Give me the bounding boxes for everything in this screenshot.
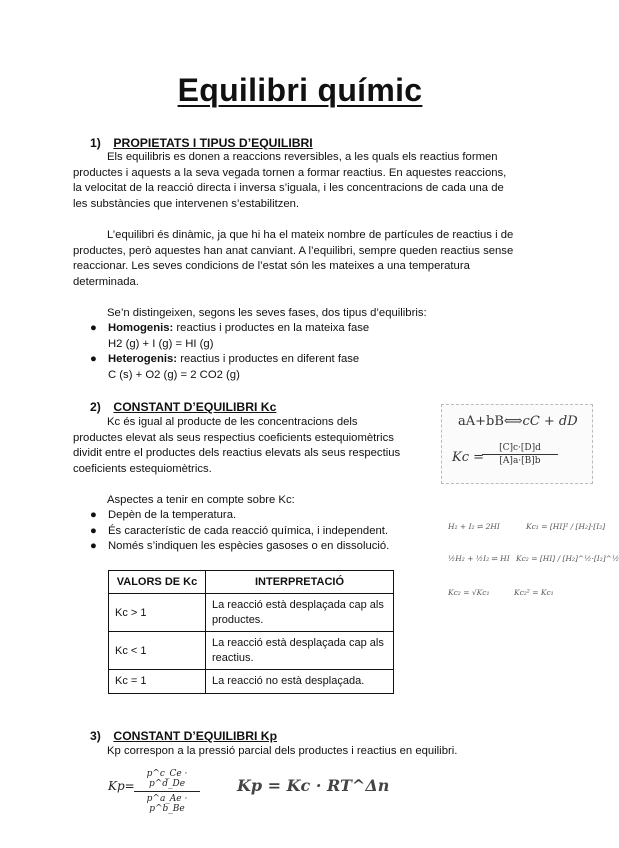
section-2-title: CONSTANT D’EQUILIBRI Kc: [113, 400, 277, 414]
bullet-example: C (s) + O2 (g) = 2 CO2 (g): [108, 368, 240, 381]
section-2-heading: [90, 400, 276, 414]
bullet-text: reactius i productes en la mateixa fase: [173, 322, 370, 334]
bullet-text: És característic de cada reacció química, i independent.: [108, 524, 389, 537]
bullet-term: Heterogenis:: [108, 353, 178, 366]
section-2-paragraph-1: Kc és igual al producte de les concentracions dels productes elevat als seus respectius coeficients estequiomètrics dividit entre el productes dels reactius elevats als seus respectius coeficients estequiomètrics.: [73, 416, 401, 475]
reaction-lhs: aA+bB: [458, 414, 504, 429]
bullet-icon: ●: [90, 353, 97, 366]
side-reaction-1: H₂ + I₂ ⇌ 2HI: [448, 522, 500, 531]
table-cell: Kc = 1: [109, 670, 206, 694]
reaction-rhs: cC + dD: [522, 414, 578, 429]
bullet-text: Només s’indiquen les espècies gasoses o en dissolució.: [108, 540, 390, 553]
phase-types-list: [90, 321, 369, 383]
section-1-paragraph-3: Se’n distingeixen, segons les seves fases, dos tipus d’equilibris:: [107, 306, 427, 319]
bullet-icon: ●: [90, 322, 97, 334]
kc-label: Kc =: [452, 450, 485, 465]
kp-denominator: p^a_Ae · p^b_Be: [146, 794, 188, 814]
table-cell: Kc > 1: [109, 594, 206, 632]
table-row: [109, 632, 394, 670]
kp-label: Kp=: [108, 779, 135, 793]
kc-fraction: [482, 443, 558, 466]
side-relation-1: Kc₂ = √Kc₁: [448, 588, 490, 597]
section-3-number: 3): [90, 729, 101, 743]
kc-denominator: [A]a·[B]b: [499, 456, 541, 466]
bullet-icon: ●: [90, 509, 97, 521]
reaction-equation: [458, 414, 578, 429]
kp-kc-relation: Kp = Kc · RT^Δn: [237, 776, 390, 795]
list-item: [90, 524, 389, 540]
page-title: Equilibri químic: [177, 72, 423, 108]
bullet-icon: ●: [90, 540, 97, 553]
table-cell: La reacció està desplaçada cap als productes.: [206, 594, 394, 632]
column-header-interpretation: INTERPRETACIÓ: [206, 571, 394, 594]
section-1-paragraph-2: L’equilibri és dinàmic, ja que hi ha el mateix nombre de partícules de reactius i de productes, però aquestes han anat canviant. A l’equilibri, sempre queden reactius sense reaccionar. Les seves condicions de l’estat són les mateixes a una temperatura determinada.: [73, 228, 514, 288]
table-row: [109, 670, 394, 694]
section-1-number: 1): [90, 136, 101, 150]
section-3-text: [73, 744, 533, 760]
bullet-term: Homogenis:: [108, 322, 174, 334]
bullet-icon: ●: [90, 524, 97, 537]
table-header-row: [109, 571, 394, 594]
kc-numerator: [C]c·[D]d: [499, 443, 541, 453]
side-kc-1: Kc₁ = [HI]² / [H₂]·[I₂]: [526, 522, 606, 531]
list-item: [90, 352, 369, 383]
section-2-text: [73, 415, 403, 509]
column-header-values: VALORS DE Kc: [109, 571, 206, 594]
bullet-text: Depèn de la temperatura.: [108, 509, 237, 521]
section-1-paragraph-1: Els equilibris es donen a reaccions reversibles, a les quals els reactius formen productes i aquests a la seva vegada tornen a formar reactius. En aquestes reaccions, la velocitat de la reacció directa i inversa s’iguala, i les concentracions de cada una de les substàncies que intervenen s’estabilitzen.: [73, 151, 507, 210]
section-3-title: CONSTANT D’EQUILIBRI Kp: [113, 729, 278, 743]
section-1-text: [73, 150, 515, 322]
list-item: [90, 321, 369, 352]
section-2-number: 2): [90, 400, 101, 414]
section-3-heading: [90, 729, 277, 743]
double-arrow-icon: ⟺: [503, 414, 523, 429]
kc-formula-box: [441, 404, 593, 484]
table-cell: La reacció està desplaçada cap als reactius.: [206, 632, 394, 670]
kp-fraction: [134, 769, 200, 814]
side-reaction-2: ½H₂ + ½I₂ ⇌ HI: [448, 554, 510, 563]
table-row: [109, 594, 394, 632]
section-1-heading: [90, 136, 313, 150]
section-3-paragraph-1: Kp correspon a la pressió parcial dels productes i reactius en equilibri.: [107, 745, 458, 757]
side-kc-2: Kc₂ = [HI] / [H₂]^½·[I₂]^½: [516, 554, 619, 563]
side-formulas: [448, 518, 619, 608]
section-2-paragraph-2: Aspectes a tenir en compte sobre Kc:: [107, 493, 295, 506]
table-cell: La reacció no està desplaçada.: [206, 670, 394, 694]
list-item: [90, 539, 389, 555]
side-relation-2: Kc₂² = Kc₁: [514, 588, 554, 597]
section-1-title: PROPIETATS I TIPUS D’EQUILIBRI: [113, 136, 313, 150]
kc-values-table: [108, 570, 394, 694]
kp-handwritten-formula: [108, 768, 208, 812]
kp-numerator: p^c_Ce · p^d_De: [146, 769, 188, 789]
table-cell: Kc < 1: [109, 632, 206, 670]
kc-aspects-list: [90, 508, 389, 555]
bullet-text: reactius i productes en diferent fase: [177, 353, 360, 366]
list-item: [90, 508, 389, 524]
bullet-example: H2 (g) + I (g) = HI (g): [108, 337, 214, 350]
